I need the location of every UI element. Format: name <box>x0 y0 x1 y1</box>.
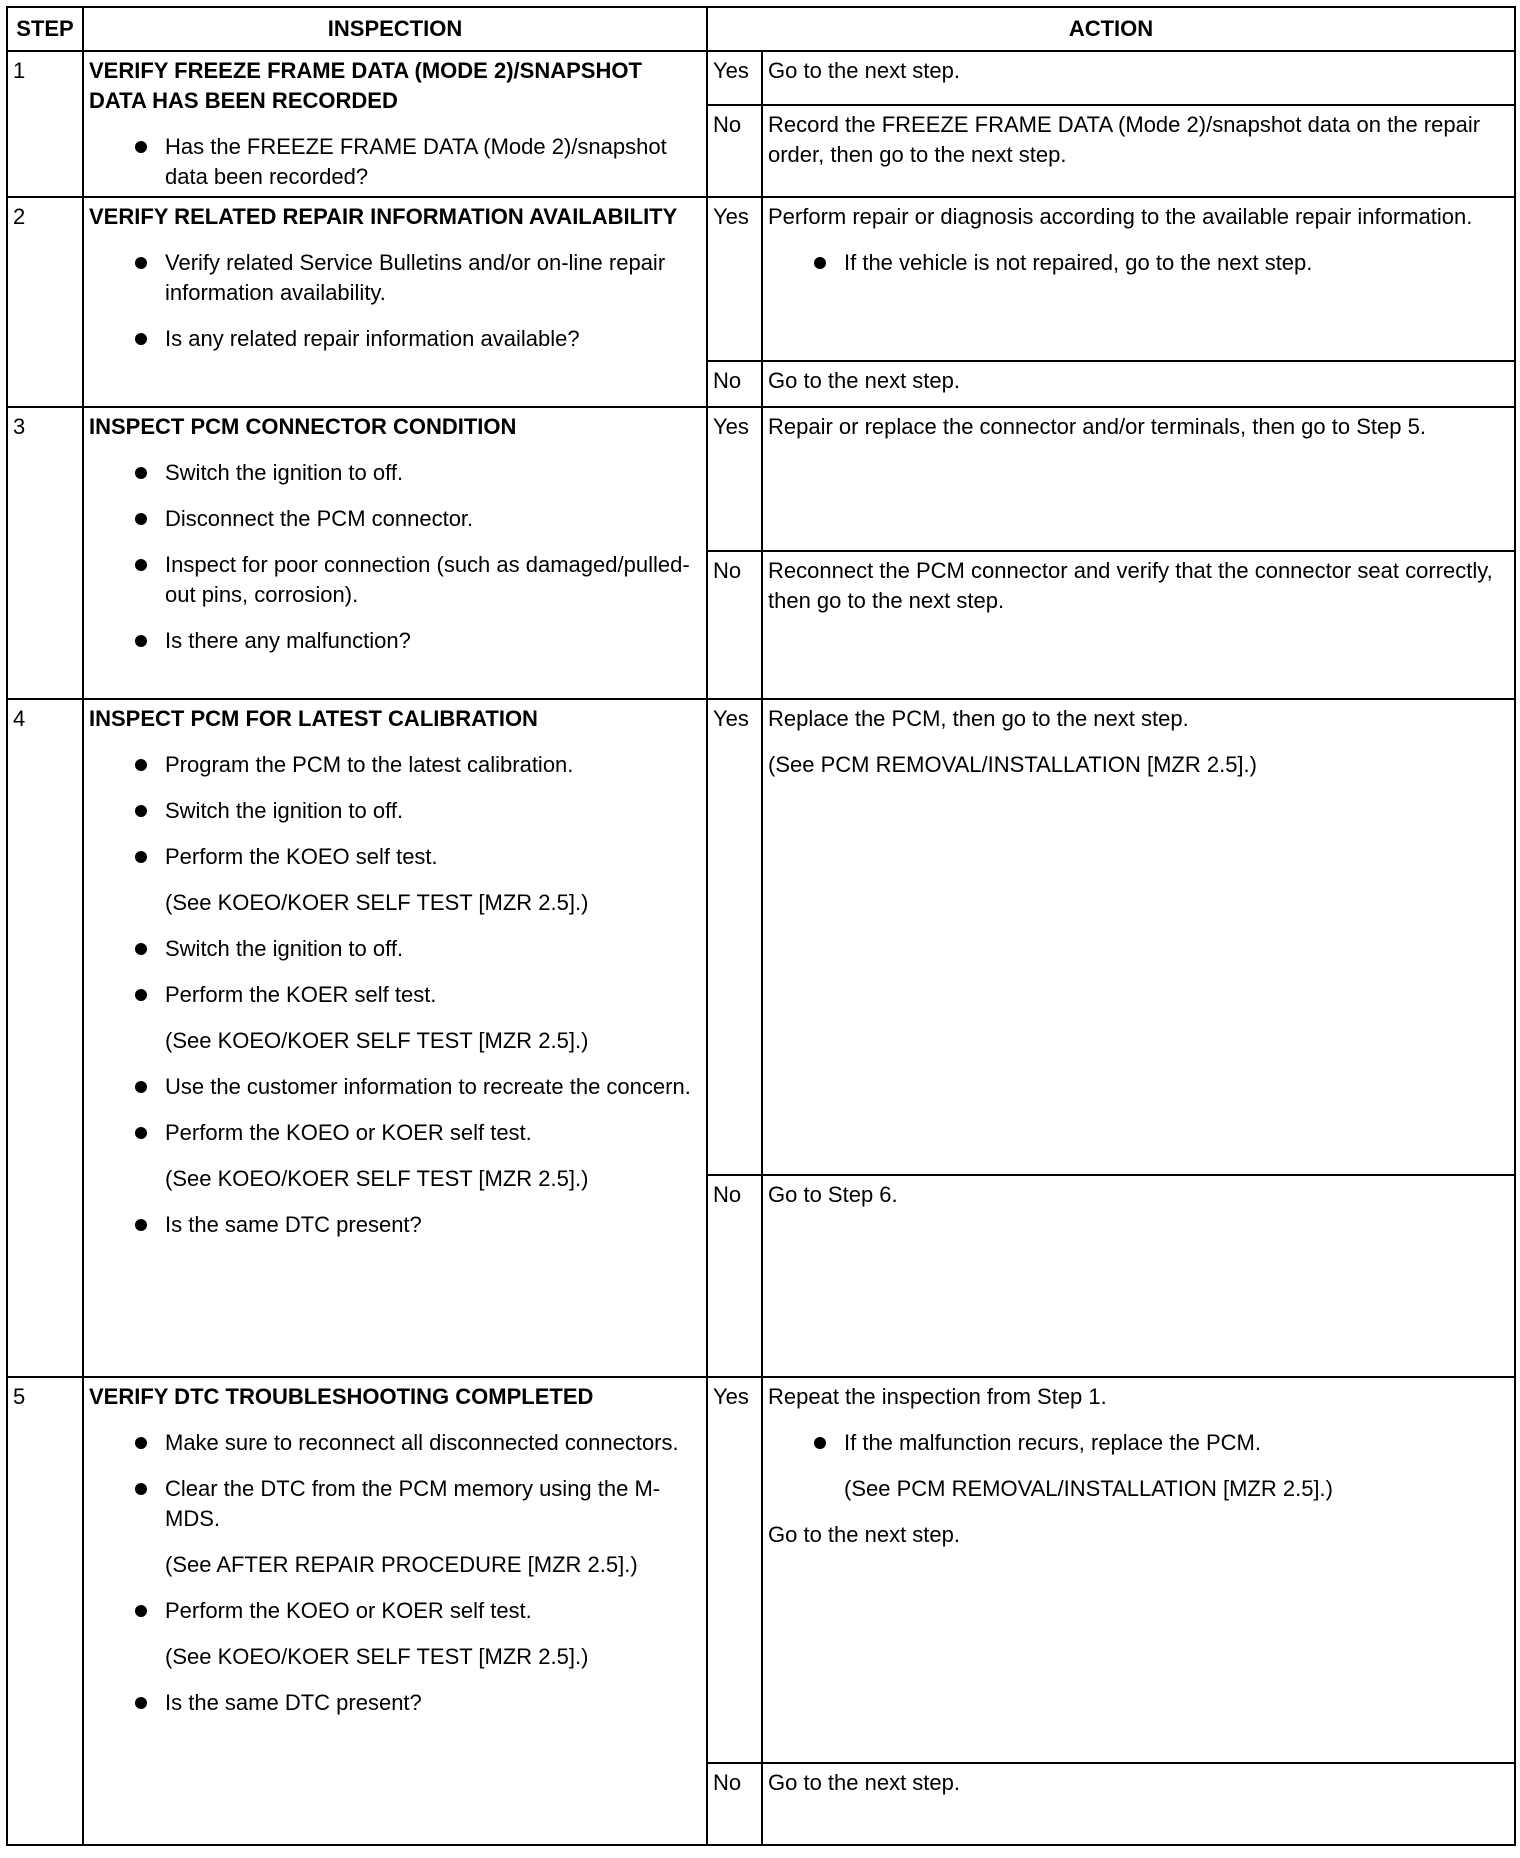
step-1-inspection <box>83 51 707 197</box>
yes-action-cell <box>762 699 1515 1175</box>
no-action: Record the FREEZE FRAME DATA (Mode 2)/snapshot data on the repair order, then go to the next step. <box>762 105 1515 197</box>
step-number: 4 <box>7 699 83 1377</box>
no-label: No <box>707 361 762 407</box>
inspection-bullet: Use the customer information to recreate the concern. <box>89 1072 701 1102</box>
inspection-bullet: Disconnect the PCM connector. <box>89 504 701 534</box>
inspection-bullet: Program the PCM to the latest calibration. <box>89 750 701 780</box>
reference-note: (See KOEO/KOER SELF TEST [MZR 2.5].) <box>165 1644 589 1669</box>
step-1-yes-row <box>7 51 1515 105</box>
inspection-bullet: Perform the KOEO self test. <box>89 842 701 872</box>
troubleshooting-table <box>6 6 1516 1846</box>
yes-action-cell <box>762 1377 1515 1763</box>
reference-note: (See AFTER REPAIR PROCEDURE [MZR 2.5].) <box>165 1552 638 1577</box>
inspection-bullet: Is the same DTC present? <box>89 1210 701 1240</box>
step-number: 5 <box>7 1377 83 1845</box>
inspection-bullet: Is any related repair information available? <box>89 324 701 354</box>
yes-label: Yes <box>707 197 762 361</box>
step-5-inspection <box>83 1377 707 1845</box>
inspection-bullet: Perform the KOEO or KOER self test. <box>89 1118 701 1148</box>
step-3-yes-row <box>7 407 1515 551</box>
yes-action: Replace the PCM, then go to the next step. <box>768 706 1189 731</box>
step-title: VERIFY RELATED REPAIR INFORMATION AVAILABILITY <box>89 204 678 229</box>
step-4-yes-row <box>7 699 1515 1175</box>
reference-note: (See PCM REMOVAL/INSTALLATION [MZR 2.5].) <box>768 752 1257 777</box>
no-action: Go to Step 6. <box>762 1175 1515 1377</box>
inspection-bullet: Perform the KOER self test. <box>89 980 701 1010</box>
step-title: INSPECT PCM CONNECTOR CONDITION <box>89 414 517 439</box>
step-title: INSPECT PCM FOR LATEST CALIBRATION <box>89 706 538 731</box>
yes-label: Yes <box>707 699 762 1175</box>
no-action: Reconnect the PCM connector and verify that the connector seat correctly, then go to the next step. <box>762 551 1515 699</box>
step-5-yes-row <box>7 1377 1515 1763</box>
yes-action: Repeat the inspection from Step 1. <box>768 1384 1107 1409</box>
yes-label: Yes <box>707 51 762 105</box>
no-label: No <box>707 1175 762 1377</box>
step-number: 2 <box>7 197 83 407</box>
step-number: 1 <box>7 51 83 197</box>
yes-action: Repair or replace the connector and/or terminals, then go to Step 5. <box>762 407 1515 551</box>
reference-note: (See KOEO/KOER SELF TEST [MZR 2.5].) <box>165 890 589 915</box>
step-4-inspection <box>83 699 707 1377</box>
yes-action: Go to the next step. <box>762 51 1515 105</box>
header-action: ACTION <box>707 7 1515 51</box>
step-number: 3 <box>7 407 83 699</box>
reference-note: (See PCM REMOVAL/INSTALLATION [MZR 2.5].) <box>844 1476 1333 1501</box>
action-bullet: If the vehicle is not repaired, go to the next step. <box>768 248 1509 278</box>
inspection-bullet: Switch the ignition to off. <box>89 934 701 964</box>
step-title: VERIFY FREEZE FRAME DATA (MODE 2)/SNAPSHOT DATA HAS BEEN RECORDED <box>89 58 642 113</box>
inspection-bullet: Switch the ignition to off. <box>89 458 701 488</box>
no-action: Go to the next step. <box>762 1763 1515 1845</box>
inspection-bullet: Inspect for poor connection (such as damaged/pulled-out pins, corrosion). <box>89 550 701 610</box>
yes-label: Yes <box>707 1377 762 1763</box>
yes-label: Yes <box>707 407 762 551</box>
header-row <box>7 7 1515 51</box>
inspection-bullet: Clear the DTC from the PCM memory using the M-MDS. <box>89 1474 701 1534</box>
inspection-bullet: Switch the ignition to off. <box>89 796 701 826</box>
header-inspection: INSPECTION <box>83 7 707 51</box>
step-2-yes-row <box>7 197 1515 361</box>
inspection-bullet: Is the same DTC present? <box>89 1688 701 1718</box>
yes-action-followup: Go to the next step. <box>768 1522 961 1547</box>
reference-note: (See KOEO/KOER SELF TEST [MZR 2.5].) <box>165 1166 589 1191</box>
inspection-bullet: Is there any malfunction? <box>89 626 701 656</box>
no-label: No <box>707 1763 762 1845</box>
reference-note: (See KOEO/KOER SELF TEST [MZR 2.5].) <box>165 1028 589 1053</box>
no-label: No <box>707 105 762 197</box>
action-bullet: If the malfunction recurs, replace the PCM. <box>768 1428 1509 1458</box>
step-2-inspection <box>83 197 707 407</box>
inspection-bullet: Perform the KOEO or KOER self test. <box>89 1596 701 1626</box>
inspection-bullet: Has the FREEZE FRAME DATA (Mode 2)/snapshot data been recorded? <box>89 132 701 192</box>
yes-action-cell <box>762 197 1515 361</box>
yes-action: Perform repair or diagnosis according to the available repair information. <box>768 204 1473 229</box>
header-step: STEP <box>7 7 83 51</box>
step-3-inspection <box>83 407 707 699</box>
inspection-bullet: Verify related Service Bulletins and/or on-line repair information availability. <box>89 248 701 308</box>
no-action: Go to the next step. <box>762 361 1515 407</box>
step-title: VERIFY DTC TROUBLESHOOTING COMPLETED <box>89 1384 594 1409</box>
no-label: No <box>707 551 762 699</box>
inspection-bullet: Make sure to reconnect all disconnected connectors. <box>89 1428 701 1458</box>
